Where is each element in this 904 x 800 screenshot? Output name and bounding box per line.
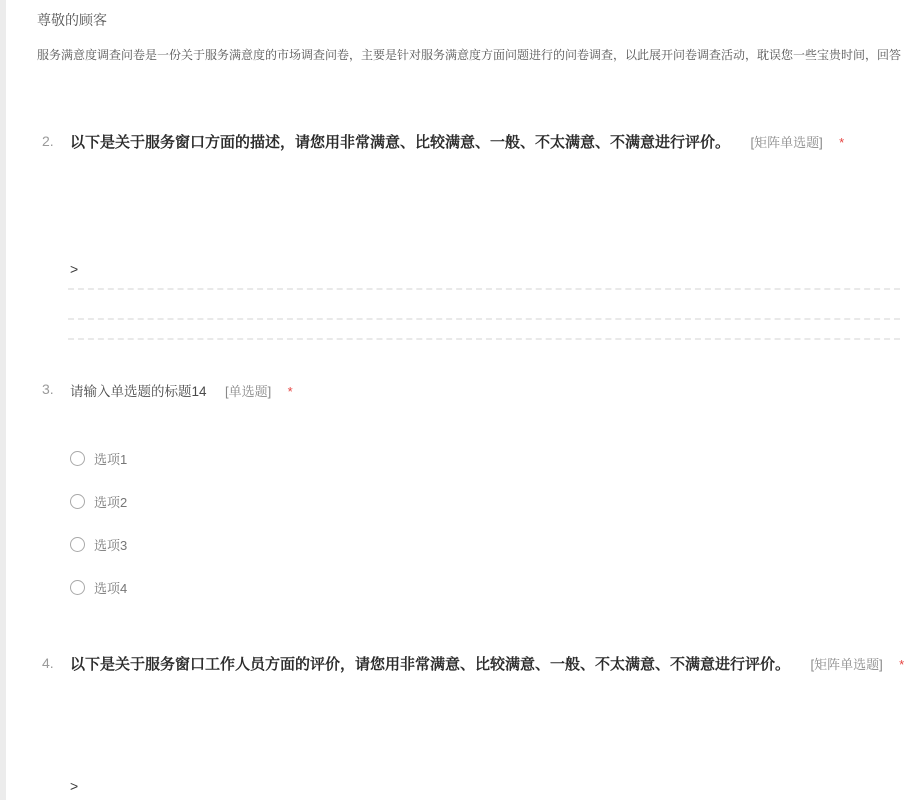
radio-icon[interactable] <box>70 580 85 595</box>
radio-option-2[interactable] <box>70 493 127 509</box>
question-3-required-asterisk: * <box>287 384 293 399</box>
page-left-edge <box>0 0 6 800</box>
scroll-right-icon[interactable]: > <box>70 778 79 794</box>
question-4-number: 4. <box>42 655 54 671</box>
question-3-title: 请输入单选题的标题14 <box>70 384 207 399</box>
radio-icon[interactable] <box>70 451 85 466</box>
radio-icon[interactable] <box>70 537 85 552</box>
radio-option-label: 选项3 <box>94 537 128 553</box>
question-2-type-tag: [矩阵单选题] <box>750 135 823 150</box>
question-4-title: 以下是关于服务窗口工作人员方面的评价，请您用非常满意、比较满意、一般、不太满意、不满意进行评价。 <box>70 656 791 673</box>
survey-description: 服务满意度调查问卷是一份关于服务满意度的市场调查问卷，主要是针对服务满意度方面问题进行的问卷调查，以此展开问卷调查活动，耽误您一些宝贵时间，回答 <box>37 48 902 62</box>
question-3-type-tag: [单选题] <box>224 384 272 399</box>
question-4-type-tag: [矩阵单选题] <box>810 657 883 672</box>
radio-option-4[interactable] <box>70 579 127 595</box>
scroll-right-icon[interactable]: > <box>70 261 79 277</box>
radio-option-3[interactable] <box>70 536 127 552</box>
radio-icon[interactable] <box>70 494 85 509</box>
matrix-row-divider <box>68 338 900 340</box>
radio-option-label: 选项2 <box>94 494 128 510</box>
question-4-header <box>70 653 904 674</box>
radio-option-label: 选项1 <box>94 451 128 467</box>
question-3-number: 3. <box>42 381 54 397</box>
matrix-row-divider <box>68 318 900 320</box>
question-2-number: 2. <box>42 133 54 149</box>
radio-option-1[interactable] <box>70 450 127 466</box>
question-4-required-asterisk: * <box>899 657 904 672</box>
matrix-row-divider <box>68 288 900 290</box>
question-2-required-asterisk: * <box>839 135 845 150</box>
radio-option-label: 选项4 <box>94 580 128 596</box>
question-2-title: 以下是关于服务窗口方面的描述，请您用非常满意、比较满意、一般、不太满意、不满意进行评价。 <box>70 134 731 151</box>
question-3-header <box>70 380 293 401</box>
question-2-header <box>70 131 844 152</box>
survey-greeting: 尊敬的顾客 <box>37 12 107 28</box>
